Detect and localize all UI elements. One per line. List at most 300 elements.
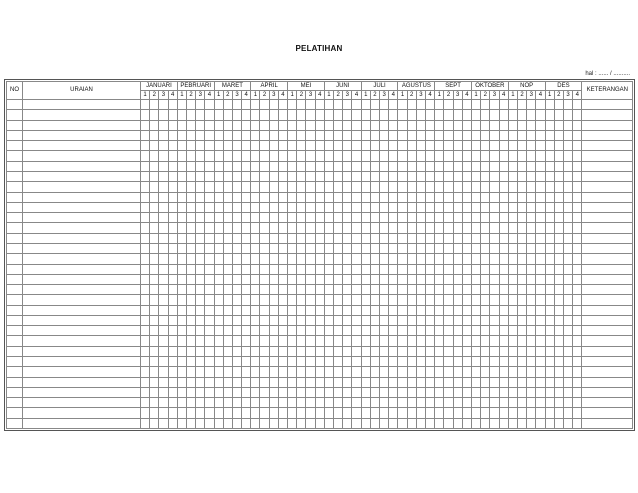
week-cell <box>554 285 563 295</box>
week-cell <box>141 233 150 243</box>
week-cell <box>462 161 471 171</box>
week-cell <box>499 151 508 161</box>
week-cell <box>453 100 462 110</box>
week-cell <box>186 274 195 284</box>
week-cell <box>573 100 582 110</box>
week-cell <box>545 285 554 295</box>
week-cell <box>159 171 168 181</box>
week-cell <box>407 161 416 171</box>
week-cell <box>306 315 315 325</box>
week-cell <box>453 110 462 120</box>
week-cell <box>444 367 453 377</box>
week-cell <box>380 141 389 151</box>
week-cell <box>214 336 223 346</box>
week-cell <box>407 264 416 274</box>
week-cell <box>389 243 398 253</box>
week-cell <box>288 171 297 181</box>
table-row <box>7 274 633 284</box>
week-cell <box>306 285 315 295</box>
week-cell <box>343 110 352 120</box>
week-cell <box>398 387 407 397</box>
week-cell <box>389 151 398 161</box>
week-cell <box>297 357 306 367</box>
week-cell <box>389 213 398 223</box>
week-cell <box>499 120 508 130</box>
table-row <box>7 171 633 181</box>
week-cell <box>361 192 370 202</box>
week-cell <box>278 408 287 418</box>
week-cell <box>545 295 554 305</box>
week-cell <box>573 274 582 284</box>
week-cell <box>416 305 425 315</box>
week-cell <box>186 408 195 418</box>
week-cell <box>205 151 214 161</box>
week-cell <box>214 171 223 181</box>
week-cell <box>168 171 177 181</box>
week-cell <box>278 377 287 387</box>
week-cell <box>444 315 453 325</box>
week-cell <box>490 264 499 274</box>
week-cell <box>288 182 297 192</box>
week-cell <box>527 182 536 192</box>
week-cell <box>150 130 159 140</box>
week-cell <box>141 151 150 161</box>
table-row <box>7 100 633 110</box>
week-cell <box>453 336 462 346</box>
week-cell <box>453 418 462 428</box>
month-header: PEBRUARI <box>177 82 214 91</box>
week-cell <box>324 285 333 295</box>
week-cell <box>536 357 545 367</box>
week-cell <box>324 367 333 377</box>
week-cell <box>168 100 177 110</box>
week-cell <box>242 213 251 223</box>
week-cell <box>242 192 251 202</box>
week-cell <box>214 367 223 377</box>
week-cell <box>536 305 545 315</box>
week-cell <box>554 233 563 243</box>
week-cell <box>490 213 499 223</box>
week-cell <box>398 120 407 130</box>
week-cell <box>343 171 352 181</box>
week-cell <box>334 192 343 202</box>
week-cell <box>361 243 370 253</box>
week-cell <box>389 141 398 151</box>
week-cell <box>205 398 214 408</box>
week-cell <box>168 130 177 140</box>
week-cell <box>232 295 241 305</box>
week-cell <box>278 367 287 377</box>
week-cell <box>278 100 287 110</box>
week-cell <box>242 346 251 356</box>
week-cell <box>573 130 582 140</box>
week-cell <box>481 274 490 284</box>
week-cell <box>352 305 361 315</box>
week-cell <box>196 223 205 233</box>
week-cell <box>527 171 536 181</box>
week-cell <box>416 274 425 284</box>
week-cell <box>242 398 251 408</box>
week-cell <box>205 264 214 274</box>
week-cell <box>242 377 251 387</box>
week-cell <box>508 243 517 253</box>
week-cell <box>472 357 481 367</box>
week-header: 1 <box>508 91 517 100</box>
week-cell <box>536 346 545 356</box>
uraian-cell <box>23 285 141 295</box>
week-cell <box>278 141 287 151</box>
week-cell <box>334 305 343 315</box>
uraian-cell <box>23 387 141 397</box>
week-cell <box>407 151 416 161</box>
week-cell <box>223 182 232 192</box>
week-cell <box>260 387 269 397</box>
week-cell <box>462 151 471 161</box>
week-cell <box>453 161 462 171</box>
week-cell <box>545 171 554 181</box>
week-cell <box>490 408 499 418</box>
week-cell <box>315 285 324 295</box>
week-cell <box>573 192 582 202</box>
week-cell <box>517 202 526 212</box>
week-cell <box>205 377 214 387</box>
week-cell <box>389 130 398 140</box>
week-cell <box>352 367 361 377</box>
week-cell <box>462 182 471 192</box>
week-cell <box>398 100 407 110</box>
no-cell <box>7 120 23 130</box>
week-cell <box>168 213 177 223</box>
week-cell <box>527 254 536 264</box>
week-cell <box>232 141 241 151</box>
week-cell <box>426 274 435 284</box>
week-cell <box>490 171 499 181</box>
week-cell <box>462 377 471 387</box>
uraian-cell <box>23 243 141 253</box>
week-cell <box>168 254 177 264</box>
week-cell <box>141 274 150 284</box>
week-cell <box>334 285 343 295</box>
week-cell <box>481 285 490 295</box>
week-header: 2 <box>370 91 379 100</box>
week-cell <box>481 315 490 325</box>
week-cell <box>508 295 517 305</box>
week-cell <box>453 346 462 356</box>
week-cell <box>205 141 214 151</box>
week-cell <box>554 274 563 284</box>
week-cell <box>398 233 407 243</box>
week-cell <box>416 357 425 367</box>
week-cell <box>297 182 306 192</box>
week-cell <box>508 336 517 346</box>
week-cell <box>269 202 278 212</box>
week-cell <box>232 408 241 418</box>
week-cell <box>278 315 287 325</box>
week-cell <box>324 161 333 171</box>
week-cell <box>205 418 214 428</box>
week-cell <box>426 315 435 325</box>
week-cell <box>481 336 490 346</box>
week-cell <box>168 408 177 418</box>
week-cell <box>380 315 389 325</box>
week-cell <box>517 418 526 428</box>
week-cell <box>361 418 370 428</box>
week-cell <box>297 161 306 171</box>
week-cell <box>426 171 435 181</box>
week-cell <box>435 202 444 212</box>
week-cell <box>269 182 278 192</box>
week-cell <box>260 141 269 151</box>
week-cell <box>223 285 232 295</box>
week-cell <box>490 357 499 367</box>
week-cell <box>444 274 453 284</box>
week-cell <box>563 151 572 161</box>
week-cell <box>343 130 352 140</box>
week-header: 3 <box>453 91 462 100</box>
week-cell <box>150 171 159 181</box>
week-header: 1 <box>141 91 150 100</box>
week-cell <box>490 110 499 120</box>
week-cell <box>196 285 205 295</box>
week-cell <box>260 233 269 243</box>
week-cell <box>196 315 205 325</box>
week-cell <box>232 285 241 295</box>
week-cell <box>527 202 536 212</box>
week-cell <box>536 243 545 253</box>
week-cell <box>168 151 177 161</box>
keterangan-cell <box>582 100 633 110</box>
week-cell <box>536 141 545 151</box>
week-cell <box>545 305 554 315</box>
week-cell <box>472 233 481 243</box>
week-cell <box>159 315 168 325</box>
week-cell <box>361 264 370 274</box>
week-cell <box>407 243 416 253</box>
week-cell <box>159 326 168 336</box>
week-cell <box>306 254 315 264</box>
week-cell <box>343 377 352 387</box>
week-cell <box>407 202 416 212</box>
training-schedule-table <box>6 81 633 429</box>
week-cell <box>269 305 278 315</box>
week-cell <box>150 408 159 418</box>
week-cell <box>177 110 186 120</box>
week-cell <box>508 346 517 356</box>
week-cell <box>278 171 287 181</box>
week-cell <box>407 398 416 408</box>
table-row <box>7 326 633 336</box>
week-cell <box>168 357 177 367</box>
no-cell <box>7 315 23 325</box>
month-header: DES <box>545 82 582 91</box>
week-cell <box>499 254 508 264</box>
week-cell <box>324 151 333 161</box>
week-cell <box>297 202 306 212</box>
week-header: 3 <box>196 91 205 100</box>
week-cell <box>481 161 490 171</box>
week-cell <box>141 264 150 274</box>
week-cell <box>186 305 195 315</box>
week-cell <box>288 130 297 140</box>
week-cell <box>324 120 333 130</box>
week-cell <box>242 223 251 233</box>
week-cell <box>186 213 195 223</box>
week-cell <box>315 274 324 284</box>
week-cell <box>315 387 324 397</box>
table-row <box>7 408 633 418</box>
week-cell <box>416 346 425 356</box>
week-cell <box>481 141 490 151</box>
week-cell <box>141 346 150 356</box>
week-cell <box>288 367 297 377</box>
week-cell <box>563 357 572 367</box>
week-cell <box>444 120 453 130</box>
week-cell <box>453 295 462 305</box>
week-cell <box>545 141 554 151</box>
keterangan-cell <box>582 254 633 264</box>
week-cell <box>177 305 186 315</box>
week-cell <box>472 213 481 223</box>
week-cell <box>490 285 499 295</box>
week-cell <box>563 418 572 428</box>
week-cell <box>472 346 481 356</box>
week-cell <box>472 387 481 397</box>
month-header: MARET <box>214 82 251 91</box>
week-cell <box>389 182 398 192</box>
table-row <box>7 387 633 397</box>
week-cell <box>490 120 499 130</box>
week-cell <box>462 110 471 120</box>
week-cell <box>315 418 324 428</box>
week-cell <box>141 182 150 192</box>
week-cell <box>159 305 168 315</box>
week-cell <box>444 182 453 192</box>
week-cell <box>407 346 416 356</box>
week-cell <box>481 408 490 418</box>
week-cell <box>159 192 168 202</box>
week-cell <box>177 141 186 151</box>
week-cell <box>508 192 517 202</box>
week-cell <box>573 161 582 171</box>
week-cell <box>343 387 352 397</box>
week-cell <box>242 141 251 151</box>
week-cell <box>196 254 205 264</box>
week-cell <box>389 233 398 243</box>
week-cell <box>352 120 361 130</box>
week-cell <box>186 243 195 253</box>
week-cell <box>481 387 490 397</box>
week-cell <box>398 398 407 408</box>
week-cell <box>269 213 278 223</box>
week-cell <box>545 264 554 274</box>
no-cell <box>7 367 23 377</box>
week-cell <box>269 398 278 408</box>
week-cell <box>573 418 582 428</box>
week-cell <box>426 336 435 346</box>
week-cell <box>407 100 416 110</box>
week-cell <box>380 161 389 171</box>
week-cell <box>481 264 490 274</box>
week-cell <box>186 387 195 397</box>
week-cell <box>536 326 545 336</box>
week-cell <box>306 171 315 181</box>
week-cell <box>352 357 361 367</box>
week-cell <box>159 398 168 408</box>
week-cell <box>150 377 159 387</box>
week-cell <box>288 274 297 284</box>
keterangan-cell <box>582 357 633 367</box>
week-cell <box>177 171 186 181</box>
week-cell <box>186 377 195 387</box>
week-cell <box>435 377 444 387</box>
week-cell <box>288 377 297 387</box>
week-cell <box>232 326 241 336</box>
week-cell <box>168 110 177 120</box>
week-cell <box>159 243 168 253</box>
week-cell <box>205 192 214 202</box>
week-cell <box>205 202 214 212</box>
week-cell <box>527 243 536 253</box>
table-row <box>7 305 633 315</box>
week-cell <box>545 274 554 284</box>
week-cell <box>196 100 205 110</box>
week-cell <box>481 151 490 161</box>
week-cell <box>177 192 186 202</box>
week-cell <box>186 110 195 120</box>
week-cell <box>517 357 526 367</box>
week-cell <box>297 274 306 284</box>
week-cell <box>444 233 453 243</box>
week-cell <box>141 367 150 377</box>
week-cell <box>232 254 241 264</box>
week-cell <box>186 315 195 325</box>
keterangan-cell <box>582 161 633 171</box>
week-cell <box>334 161 343 171</box>
week-cell <box>150 202 159 212</box>
keterangan-cell <box>582 233 633 243</box>
week-cell <box>407 213 416 223</box>
week-cell <box>223 213 232 223</box>
week-cell <box>490 377 499 387</box>
week-cell <box>141 377 150 387</box>
week-cell <box>416 387 425 397</box>
week-cell <box>508 377 517 387</box>
week-cell <box>186 182 195 192</box>
week-cell <box>223 336 232 346</box>
week-cell <box>278 110 287 120</box>
week-cell <box>251 202 260 212</box>
week-header: 4 <box>278 91 287 100</box>
uraian-cell <box>23 120 141 130</box>
week-cell <box>481 346 490 356</box>
week-cell <box>453 202 462 212</box>
week-cell <box>343 192 352 202</box>
week-header: 4 <box>536 91 545 100</box>
week-cell <box>462 130 471 140</box>
week-cell <box>389 274 398 284</box>
week-cell <box>269 110 278 120</box>
week-cell <box>481 110 490 120</box>
table-row <box>7 223 633 233</box>
week-cell <box>536 130 545 140</box>
week-cell <box>223 151 232 161</box>
week-cell <box>481 223 490 233</box>
week-cell <box>177 357 186 367</box>
week-cell <box>315 357 324 367</box>
week-cell <box>269 171 278 181</box>
week-cell <box>223 141 232 151</box>
week-cell <box>324 192 333 202</box>
